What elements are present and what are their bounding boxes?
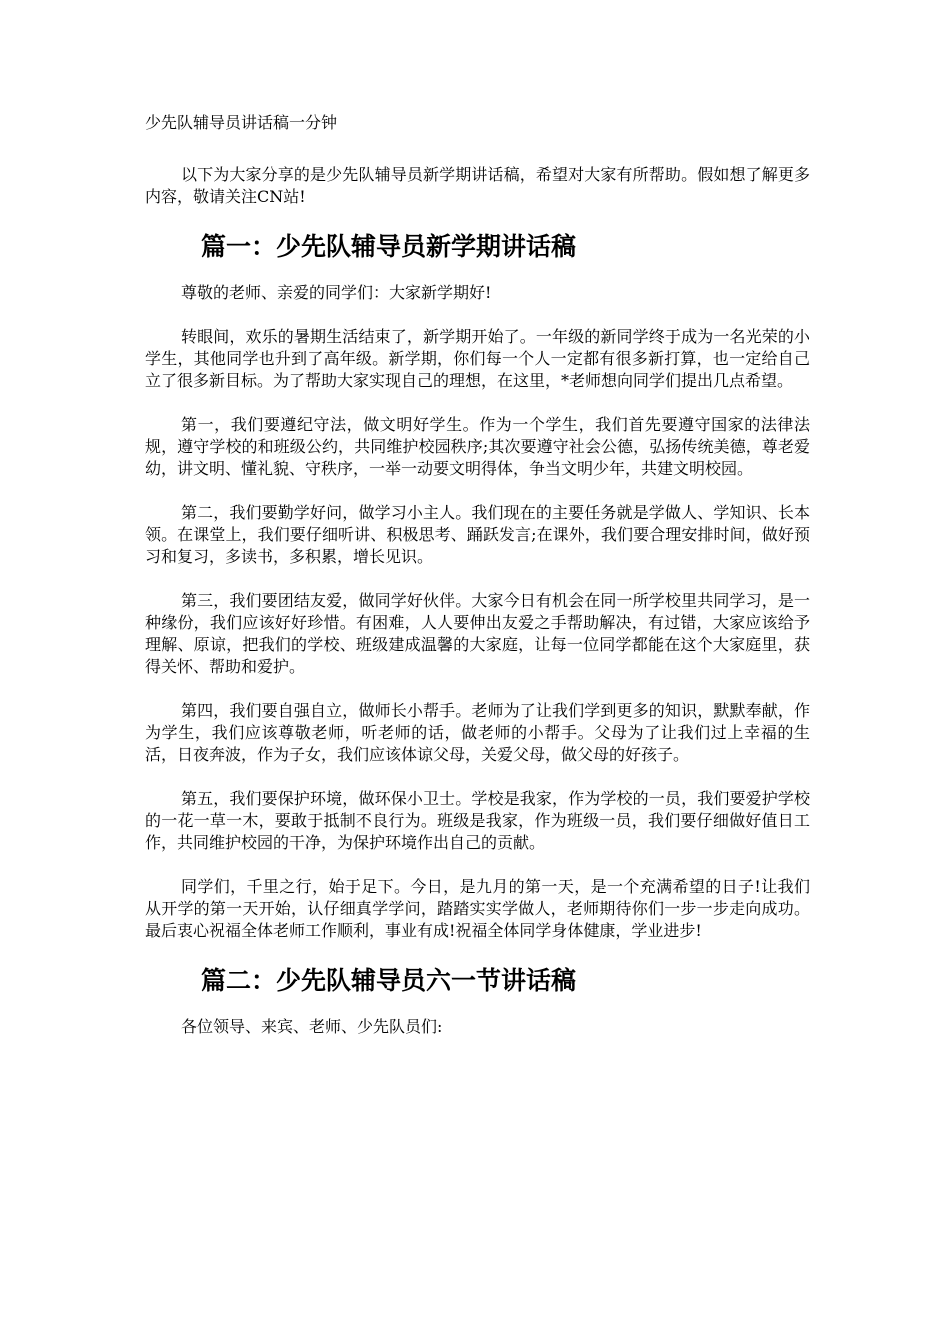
section-1-point-4: 第四，我们要自强自立，做师长小帮手。老师为了让我们学到更多的知识，默默奉献，作为学生，我们应该尊敬老师，听老师的话，做老师的小帮手。父母为了让我们过上幸福的生活，日夜奔波，作为子女，我们应该体谅父母，关爱父母，做父母的好孩子。 <box>145 701 810 764</box>
section-2-greeting: 各位领导、来宾、老师、少先队员们: <box>181 1017 443 1036</box>
section-1-point-2: 第二，我们要勤学好问，做学习小主人。我们现在的主要任务就是学做人、学知识、长本领。在课堂上，我们要仔细听讲、积极思考、踊跃发言;在课外，我们要合理安排时间，做好预习和复习，多读书，多积累，增长见识。 <box>145 503 810 566</box>
section-1-greeting: 尊敬的老师、亲爱的同学们：大家新学期好! <box>181 283 492 302</box>
document-title: 少先队辅导员讲话稿一分钟 <box>145 113 338 132</box>
document-page <box>145 112 810 1060</box>
section-2-heading: 篇二：少先队辅导员六一节讲话稿 <box>201 966 577 995</box>
section-1-closing: 同学们，千里之行，始于足下。今日，是九月的第一天，是一个充满希望的日子!让我们从开学的第一天开始，认仔细真学学问，踏踏实实学做人，老师期待你们一步一步走向成功。最后衷心祝福全体老师工作顺利，事业有成!祝福全体同学身体健康，学业进步! <box>145 877 810 940</box>
intro-paragraph: 以下为大家分享的是少先队辅导员新学期讲话稿，希望对大家有所帮助。假如想了解更多内容，敬请关注CN站! <box>145 165 810 206</box>
section-1-paragraph: 转眼间，欢乐的暑期生活结束了，新学期开始了。一年级的新同学终于成为一名光荣的小学生，其他同学也升到了高年级。新学期，你们每一个人一定都有很多新打算，也一定给自己立了很多新目标。为了帮助大家实现自己的理想，在这里，*老师想向同学们提出几点希望。 <box>145 327 810 390</box>
section-1-point-1: 第一，我们要遵纪守法，做文明好学生。作为一个学生，我们首先要遵守国家的法律法规，遵守学校的和班级公约，共同维护校园秩序;其次要遵守社会公德，弘扬传统美德，尊老爱幼，讲文明、懂礼貌、守秩序，一举一动要文明得体，争当文明少年，共建文明校园。 <box>145 415 810 478</box>
section-1-heading: 篇一：少先队辅导员新学期讲话稿 <box>201 232 577 261</box>
section-1-point-3: 第三，我们要团结友爱，做同学好伙伴。大家今日有机会在同一所学校里共同学习，是一种缘份，我们应该好好珍惜。有困难，人人要伸出友爱之手帮助解决，有过错，大家应该给予理解、原谅，把我们的学校、班级建成温馨的大家庭，让每一位同学都能在这个大家庭里，获得关怀、帮助和爱护。 <box>145 591 810 676</box>
section-1-point-5: 第五，我们要保护环境，做环保小卫士。学校是我家，作为学校的一员，我们要爱护学校的一花一草一木，要敢于抵制不良行为。班级是我家，作为班级一员，我们要仔细做好值日工作，共同维护校园的干净，为保护环境作出自己的贡献。 <box>145 789 810 852</box>
